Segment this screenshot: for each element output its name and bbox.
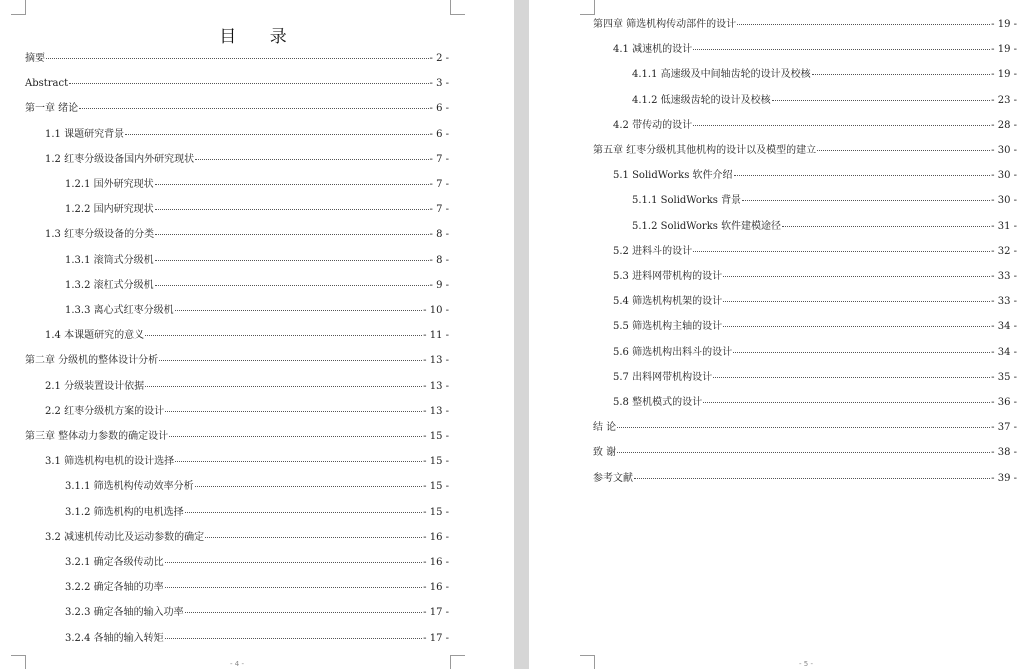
toc-dot-leader — [79, 108, 428, 109]
toc-dot-leader — [155, 260, 429, 261]
toc-dot-leader — [733, 352, 990, 353]
toc-entry[interactable] — [65, 303, 449, 319]
toc-entry[interactable] — [45, 404, 449, 420]
toc-entry-page: - 15 - — [423, 506, 449, 518]
toc-entry[interactable] — [613, 294, 1017, 310]
toc-entry-page: - 6 - — [429, 103, 449, 115]
toc-dot-leader — [145, 335, 422, 336]
toc-dot-leader — [812, 74, 991, 75]
toc-entry[interactable] — [593, 471, 1017, 487]
toc-dot-leader — [155, 234, 428, 235]
toc-entry-title: Abstract — [25, 78, 69, 90]
toc-entry-page: - 30 - — [991, 170, 1017, 182]
toc-entry-page: - 17 - — [423, 607, 449, 619]
toc-entry[interactable] — [45, 227, 449, 243]
toc-entry-page: - 15 - — [423, 456, 449, 468]
toc-entry-page: - 7 - — [429, 179, 449, 190]
toc-entry-page: - 38 - — [991, 447, 1017, 459]
toc-entry-title: 3.2.1 确定各级传动比 — [65, 557, 164, 568]
toc-entry-title: 5.3 进料网带机构的设计 — [613, 271, 723, 282]
toc-entry-page: - 16 - — [423, 582, 449, 594]
toc-dot-leader — [205, 537, 422, 538]
toc-entry[interactable] — [613, 118, 1017, 134]
toc-entry-title: 1.2.2 国内研究现状 — [65, 204, 154, 216]
toc-entry-page: - 33 - — [991, 271, 1017, 282]
corner-mark — [580, 0, 595, 15]
toc-entry-title: 1.4 本课题研究的意义 — [45, 330, 145, 342]
toc-dot-leader — [165, 587, 423, 588]
toc-entry[interactable] — [613, 345, 1017, 361]
toc-entry[interactable] — [613, 42, 1017, 58]
toc-entry-page: - 28 - — [991, 119, 1017, 131]
toc-entry-title: 5.1.1 SolidWorks 背景 — [632, 195, 742, 207]
toc-dot-leader — [693, 125, 990, 126]
toc-dot-leader — [772, 100, 991, 101]
toc-entry[interactable] — [613, 168, 1017, 184]
toc-dot-leader — [165, 411, 422, 412]
toc-entry-title: 5.5 筛选机构主轴的设计 — [613, 321, 723, 333]
toc-entry-page: - 3 - — [429, 78, 449, 90]
toc-entry-title: 结 论 — [593, 422, 617, 434]
toc-entry-title: 第二章 分级机的整体设计分析 — [25, 355, 159, 367]
toc-entry-page: - 6 - — [429, 128, 449, 140]
toc-entry-page: - 13 - — [423, 380, 449, 392]
toc-entry-title: 5.8 整机模式的设计 — [613, 397, 703, 408]
page-number-footer: - 5 - — [799, 660, 813, 668]
toc-entry-title: 第四章 筛选机构传动部件的设计 — [593, 19, 737, 30]
toc-entry[interactable] — [613, 395, 1017, 411]
toc-dot-leader — [169, 436, 422, 437]
toc-entry-title: 第一章 绪论 — [25, 103, 79, 115]
toc-dot-leader — [693, 251, 990, 252]
toc-entry[interactable] — [593, 143, 1017, 159]
page-5 — [529, 0, 1027, 669]
toc-dot-leader — [737, 24, 990, 25]
toc-entry-page: - 15 - — [423, 481, 449, 493]
toc-entry[interactable] — [65, 555, 449, 571]
toc-entry-page: - 7 - — [429, 204, 449, 216]
toc-dot-leader — [634, 478, 990, 479]
toc-entry-page: - 8 - — [429, 229, 449, 241]
toc-entry-page: - 19 - — [991, 44, 1017, 56]
toc-entry[interactable] — [593, 17, 1017, 33]
toc-entry[interactable] — [632, 67, 1017, 83]
toc-entry[interactable] — [593, 420, 1017, 436]
toc-dot-leader — [185, 612, 423, 613]
toc-entry[interactable] — [632, 219, 1017, 235]
toc-entry[interactable] — [65, 253, 449, 269]
toc-entry[interactable] — [25, 353, 449, 369]
toc-entry-title: 4.2 带传动的设计 — [613, 119, 693, 131]
toc-entry-page: - 11 - — [423, 330, 449, 342]
toc-entry-title: 1.3.3 离心式红枣分级机 — [65, 305, 174, 316]
toc-entry-page: - 30 - — [991, 145, 1017, 156]
toc-dot-leader — [723, 276, 990, 277]
toc-entry-page: - 16 - — [423, 531, 449, 543]
corner-mark — [580, 655, 595, 669]
corner-mark — [450, 655, 465, 669]
toc-entry-page: - 35 - — [991, 371, 1017, 383]
toc-entry-title: 4.1.2 低速级齿轮的设计及校核 — [632, 94, 771, 106]
toc-entry-page: - 36 - — [991, 397, 1017, 408]
toc-entry-title: 摘要 — [25, 53, 45, 64]
toc-entry-title: 1.3.2 滚杠式分级机 — [65, 279, 154, 291]
toc-entry-title: 4.1 减速机的设计 — [613, 44, 693, 56]
toc-entry-page: - 13 - — [423, 355, 449, 367]
toc-entry[interactable] — [613, 244, 1017, 260]
toc-entry-title: 3.1.2 筛选机构的电机选择 — [65, 506, 184, 518]
toc-entry-title: 2.1 分级装置设计依据 — [45, 380, 145, 392]
toc-entry-page: - 9 - — [429, 279, 449, 291]
toc-entry-page: - 32 - — [991, 245, 1017, 257]
toc-entry-page: - 13 - — [423, 405, 449, 417]
toc-dot-leader — [617, 452, 990, 453]
toc-entry-title: 1.3 红枣分级设备的分类 — [45, 229, 155, 241]
toc-entry-title: 5.1 SolidWorks 软件介绍 — [613, 170, 733, 182]
page-gutter — [514, 0, 529, 669]
toc-dot-leader — [46, 58, 429, 59]
toc-entry[interactable] — [45, 152, 449, 168]
toc-dot-leader — [155, 285, 429, 286]
toc-entry[interactable] — [65, 278, 449, 294]
toc-entry-page: - 15 - — [423, 431, 449, 442]
corner-mark — [11, 0, 26, 15]
toc-entry[interactable] — [45, 127, 449, 143]
toc-entry[interactable] — [25, 101, 449, 117]
toc-entry-page: - 23 - — [991, 94, 1017, 106]
toc-entry-page: - 30 - — [991, 195, 1017, 207]
toc-dot-leader — [723, 301, 990, 302]
toc-entry-page: - 8 - — [429, 254, 449, 266]
toc-entry-title: 5.1.2 SolidWorks 软件建模途径 — [632, 220, 782, 232]
toc-dot-leader — [723, 326, 990, 327]
toc-entry[interactable] — [632, 93, 1017, 109]
toc-entry[interactable] — [25, 51, 449, 67]
toc-entry-title: 3.1.1 筛选机构传动效率分析 — [65, 481, 194, 493]
toc-dot-leader — [195, 159, 428, 160]
toc-entry-page: - 19 - — [991, 19, 1017, 30]
toc-entry-page: - 16 - — [423, 557, 449, 568]
toc-entry[interactable] — [45, 379, 449, 395]
toc-entry-page: - 10 - — [423, 305, 449, 316]
toc-entry-title: 1.1 课题研究背景 — [45, 128, 125, 140]
toc-entry-title: 5.6 筛选机构出料斗的设计 — [613, 346, 733, 358]
toc-entry-title: 参考文献 — [593, 472, 633, 484]
toc-entry-title: 1.2 红枣分级设备国内外研究现状 — [45, 153, 195, 165]
toc-entry-page: - 34 - — [991, 346, 1017, 358]
toc-entry-page: - 19 - — [991, 69, 1017, 81]
toc-entry[interactable] — [65, 177, 449, 193]
toc-entry[interactable] — [632, 193, 1017, 209]
toc-dot-leader — [742, 200, 990, 201]
toc-entry-title: 5.7 出料网带机构设计 — [613, 371, 713, 383]
toc-dot-leader — [782, 226, 990, 227]
toc-entry-page: - 7 - — [429, 153, 449, 165]
toc-dot-leader — [617, 427, 990, 428]
toc-dot-leader — [165, 562, 423, 563]
toc-entry-title: 3.2.3 确定各轴的输入功率 — [65, 607, 184, 619]
toc-entry[interactable] — [613, 319, 1017, 335]
toc-entry[interactable] — [25, 429, 449, 445]
toc-dot-leader — [185, 512, 423, 513]
toc-entry-title: 5.4 筛选机构机架的设计 — [613, 296, 723, 308]
toc-dot-leader — [713, 377, 990, 378]
toc-entry-title: 5.2 进料斗的设计 — [613, 245, 693, 257]
toc-entry[interactable] — [613, 269, 1017, 285]
toc-dot-leader — [734, 175, 991, 176]
corner-mark — [11, 655, 26, 669]
toc-dot-leader — [159, 360, 422, 361]
toc-entry[interactable] — [65, 202, 449, 218]
toc-entry[interactable] — [45, 530, 449, 546]
toc-dot-leader — [175, 310, 423, 311]
toc-entry[interactable] — [613, 370, 1017, 386]
toc-dot-leader — [165, 638, 423, 639]
toc-entry-page: - 33 - — [991, 296, 1017, 308]
toc-entry-title: 3.2.4 各轴的输入转矩 — [65, 632, 164, 644]
toc-dot-leader — [155, 209, 429, 210]
toc-entry[interactable] — [65, 580, 449, 596]
toc-dot-leader — [145, 386, 422, 387]
toc-entry[interactable] — [45, 328, 449, 344]
toc-dot-leader — [817, 150, 990, 151]
toc-entry-page: - 31 - — [991, 220, 1017, 232]
toc-entry-page: - 34 - — [991, 321, 1017, 333]
toc-entry[interactable] — [593, 445, 1017, 461]
toc-entry-title: 致 谢 — [593, 447, 617, 459]
toc-entry-page: - 17 - — [423, 632, 449, 644]
toc-entry[interactable] — [65, 631, 449, 647]
toc-dot-leader — [69, 83, 428, 84]
toc-entry-title: 3.2.2 确定各轴的功率 — [65, 582, 164, 594]
toc-entry-title: 3.1 筛选机构电机的设计选择 — [45, 456, 175, 468]
toc-entry[interactable] — [65, 505, 449, 521]
toc-dot-leader — [703, 402, 990, 403]
toc-entry[interactable] — [45, 454, 449, 470]
toc-entry-title: 4.1.1 高速级及中间轴齿轮的设计及校核 — [632, 69, 811, 81]
toc-entry-page: - 37 - — [991, 422, 1017, 434]
toc-entry-title: 第五章 红枣分级机其他机构的设计以及模型的建立 — [593, 145, 817, 156]
page-number-footer: - 4 - — [230, 660, 244, 668]
toc-entry-title: 1.3.1 滚筒式分级机 — [65, 254, 154, 266]
toc-entry-title: 2.2 红枣分级机方案的设计 — [45, 405, 165, 417]
toc-entry[interactable] — [65, 605, 449, 621]
toc-entry-title: 1.2.1 国外研究现状 — [65, 179, 154, 190]
toc-dot-leader — [175, 461, 422, 462]
toc-dot-leader — [693, 49, 990, 50]
toc-entry-page: - 39 - — [991, 472, 1017, 484]
toc-dot-leader — [125, 134, 428, 135]
toc-title: 目 录 — [219, 27, 301, 47]
toc-entry[interactable] — [65, 479, 449, 495]
toc-dot-leader — [195, 486, 423, 487]
toc-dot-leader — [155, 184, 429, 185]
toc-entry-page: - 2 - — [429, 53, 449, 64]
toc-entry[interactable] — [25, 76, 449, 92]
toc-entry-title: 3.2 减速机传动比及运动参数的确定 — [45, 531, 205, 543]
toc-entry-title: 第三章 整体动力参数的确定设计 — [25, 431, 169, 442]
corner-mark — [450, 0, 465, 15]
